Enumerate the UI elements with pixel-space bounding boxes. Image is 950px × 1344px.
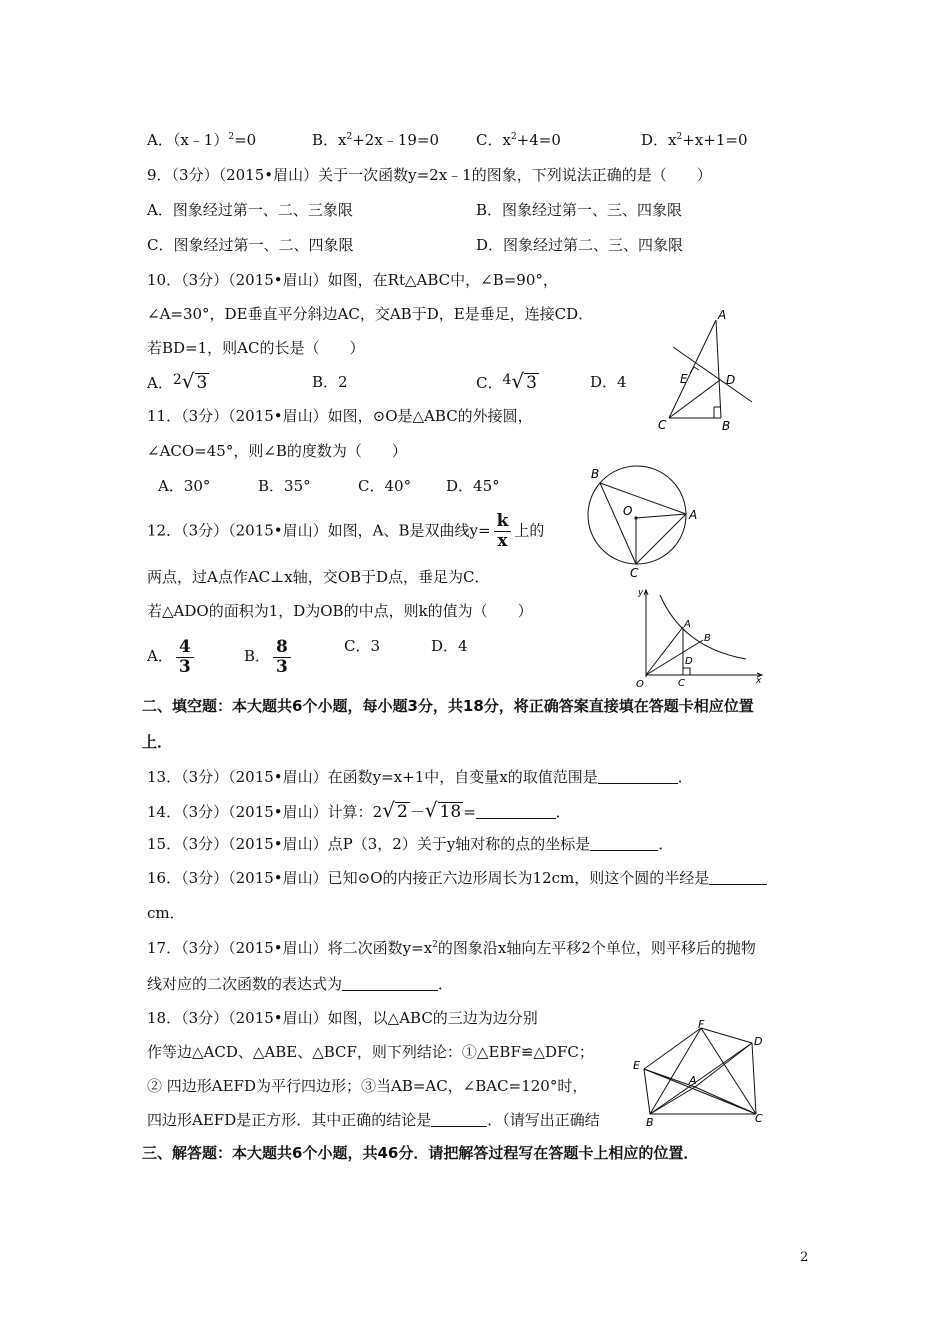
- segment-ob: [646, 640, 703, 675]
- label-o: O: [636, 679, 644, 690]
- q13: 13．（3分）（2015•眉山）在函数y=x+1中，自变量x的取值范围是 ．: [147, 768, 693, 786]
- answer-blank: [598, 769, 678, 784]
- q12-option-d: D．4: [431, 637, 468, 655]
- q9-option-c: C．图象经过第一、二、四象限: [147, 236, 354, 254]
- q10-option-a: A．2√ 3: [147, 369, 208, 393]
- q14: 14．（3分）（2015•眉山）计算：2√ 2 －√ 18 = ．: [147, 798, 571, 822]
- q18-line-2: 作等边△ACD、△ABE、△BCF，则下列结论：①△EBF≌△DFC；: [147, 1043, 594, 1061]
- q10-option-c: C．4√ 3: [476, 369, 537, 393]
- q11-option-d: D．45°: [446, 477, 500, 495]
- q18-line-3: ② 四边形AEFD为平行四边形；③当AB=AC，∠BAC=120°时，: [147, 1077, 588, 1095]
- q11-line-1: 11．（3分）（2015•眉山）如图，⊙O是△ABC的外接圆，: [147, 407, 533, 425]
- label-a: A: [689, 508, 698, 522]
- label-b: B: [704, 633, 711, 644]
- label-c: C: [658, 418, 667, 432]
- label-o: O: [623, 504, 633, 518]
- q9-option-a: A．图象经过第一、二、三象限: [147, 201, 353, 219]
- q16-line-1: 16．（3分）（2015•眉山）已知⊙O的内接正六边形周长为12cm，则这个圆的半经是: [147, 868, 767, 888]
- q18-line-1: 18．（3分）（2015•眉山）如图，以△ABC的三边为边分别: [147, 1009, 538, 1027]
- label-x: x: [756, 676, 762, 686]
- q10-line-3: 若BD=1，则AC的长是（ ）: [147, 339, 365, 357]
- q9-option-d: D．图象经过第二、三、四象限: [476, 236, 684, 254]
- q11-line-2: ∠ACO=45°，则∠B的度数为（ ）: [147, 442, 407, 460]
- q11-option-c: C．40°: [358, 477, 412, 495]
- q15: 15．（3分）（2015•眉山）点P（3，2）关于y轴对称的点的坐标是 ．: [147, 835, 674, 853]
- q10-option-b: B．2: [312, 373, 348, 391]
- label-f: F: [698, 1018, 705, 1031]
- q17-line-1: 17．（3分）（2015•眉山）将二次函数$y=x^2$的图象沿x轴向左平移2个单位，则平移后的抛物: [147, 939, 756, 957]
- segment-ba: [650, 1087, 695, 1114]
- q8-option-b: B．$x^2+2x﹣19=0$: [312, 131, 439, 149]
- label-c: C: [630, 566, 639, 580]
- label-d: D: [685, 656, 693, 667]
- q11-option-a: A．30°: [158, 477, 211, 495]
- section-3-heading: 三、解答题：本大题共6个小题，共46分．请把解答过程写在答题卡上相应的位置．: [142, 1144, 699, 1162]
- answer-blank: [590, 836, 658, 851]
- q8-option-c: C．$x^2+4=0$: [476, 131, 561, 149]
- q18-line-4: 四边形AEFD是正方形．其中正确的结论是 ．（请写出正确结: [147, 1111, 600, 1129]
- q10-option-d: D．4: [590, 373, 627, 391]
- section-2-heading-line-1: 二、填空题：本大题共6个小题，每小题3分，共18分，将正确答案直接填在答题卡相应位置: [142, 697, 754, 715]
- answer-blank: [342, 976, 438, 991]
- label-d: D: [754, 1035, 763, 1048]
- q16-line-2: cm．: [147, 904, 185, 922]
- q10-line-1: 10．（3分）（2015•眉山）如图，在Rt△ABC中，∠B=90°，: [147, 271, 558, 289]
- label-b: B: [646, 1116, 654, 1129]
- label-y: y: [638, 588, 644, 598]
- q9-stem: 9．（3分）（2015•眉山）关于一次函数y=2x﹣1的图象，下列说法正确的是（ ）: [147, 166, 712, 184]
- fraction-k-over-x: $\frac{k}{x}$: [494, 512, 512, 551]
- q11-circle-figure: [583, 460, 713, 580]
- segment-ef: [644, 1028, 701, 1069]
- label-e: E: [680, 372, 688, 386]
- q17-line-2: 线对应的二次函数的表达式为 ．: [147, 975, 454, 993]
- segment-ab: [716, 320, 721, 418]
- segment-fc: [701, 1028, 756, 1114]
- q10-line-2: ∠A=30°，DE垂直平分斜边AC，交AB于D，E是垂足，连接CD．: [147, 305, 594, 323]
- q12-option-c: C．3: [344, 637, 381, 655]
- q12-line-3: 若△ADO的面积为1，D为OB的中点，则k的值为（ ）: [147, 602, 533, 620]
- segment-ba: [600, 483, 686, 514]
- segment-da: [695, 1043, 752, 1087]
- q12-option-b: B． $\frac{8}{3}$: [244, 636, 294, 677]
- hyperbola-curve: [660, 595, 746, 659]
- label-a: A: [689, 1074, 697, 1087]
- q9-option-b: B．图象经过第一、三、四象限: [476, 201, 683, 219]
- label-c: C: [755, 1112, 763, 1125]
- section-2-heading-line-2: 上．: [142, 733, 173, 751]
- label-d: D: [726, 373, 736, 387]
- label-c: C: [678, 678, 685, 689]
- q12-line-1: 12．（3分）（2015•眉山）如图，A、B是双曲线y= $\frac{k}{x}$ 上的: [147, 511, 545, 551]
- label-a: A: [718, 308, 727, 322]
- segment-ac: [636, 514, 686, 564]
- segment-cd: [669, 380, 720, 418]
- q12-line-2: 两点，过A点作AC⊥x轴，交OB于D点，垂足为C．: [147, 568, 490, 586]
- label-e: E: [633, 1059, 640, 1072]
- q8-option-a: A．（x﹣1）$^2$=0: [147, 131, 257, 149]
- label-b: B: [722, 419, 731, 433]
- q8-option-d: D．$x^2+x+1=0$: [641, 131, 748, 149]
- page-number: 2: [800, 1250, 809, 1265]
- answer-blank: [431, 1112, 487, 1127]
- q10-triangle-figure: [640, 305, 790, 435]
- answer-blank: [476, 804, 556, 819]
- q12-option-a: A． $\frac{4}{3}$: [147, 636, 197, 677]
- right-angle-c: [683, 668, 690, 675]
- q18-triangles-figure: [628, 1018, 776, 1130]
- segment-eb: [644, 1069, 650, 1114]
- segment-bf: [650, 1028, 701, 1114]
- label-a: A: [684, 619, 691, 630]
- segment-oa: [636, 514, 686, 518]
- answer-blank: [709, 870, 767, 885]
- label-b: B: [591, 467, 600, 481]
- q11-option-b: B．35°: [258, 477, 311, 495]
- segment-oa: [646, 627, 683, 675]
- segment-dc: [752, 1043, 756, 1114]
- q12-hyperbola-figure: [628, 585, 768, 690]
